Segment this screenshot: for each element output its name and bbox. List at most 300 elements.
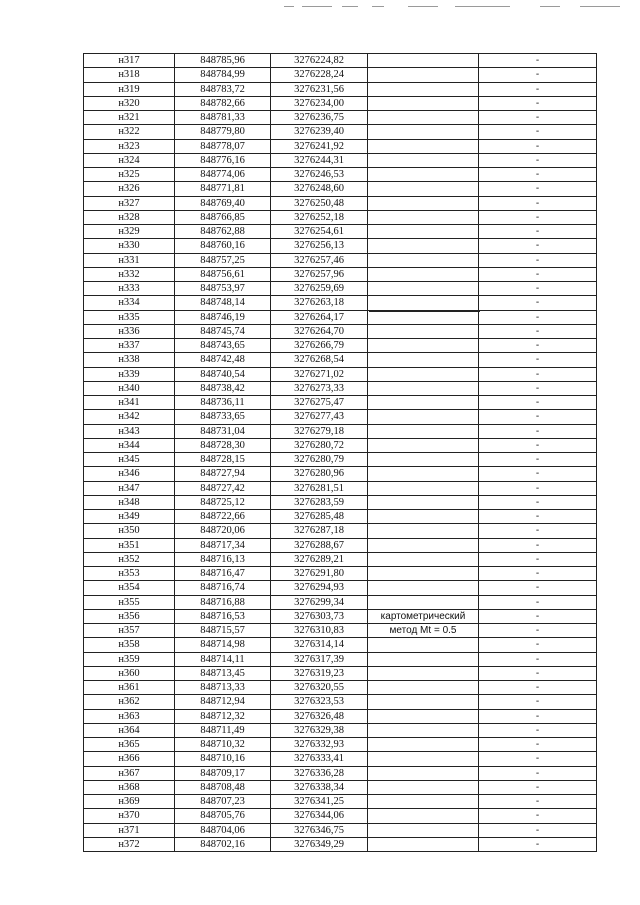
point-id-cell: н364 (84, 723, 175, 737)
mark-cell: - (479, 267, 597, 281)
point-id-cell: н329 (84, 225, 175, 239)
x-coordinate-cell: 848716,13 (175, 552, 271, 566)
method-cell (368, 809, 479, 823)
x-coordinate-cell: 848727,94 (175, 467, 271, 481)
mark-cell: - (479, 396, 597, 410)
y-coordinate-cell: 3276280,79 (271, 453, 368, 467)
table-row (84, 410, 597, 424)
mark-cell: - (479, 82, 597, 96)
point-id-cell: н352 (84, 552, 175, 566)
table-row (84, 780, 597, 794)
table-row (84, 666, 597, 680)
x-coordinate-cell: 848713,45 (175, 666, 271, 680)
table-row (84, 125, 597, 139)
x-coordinate-cell: 848716,53 (175, 609, 271, 623)
y-coordinate-cell: 3276303,73 (271, 609, 368, 623)
point-id-cell: н341 (84, 396, 175, 410)
y-coordinate-cell: 3276241,92 (271, 139, 368, 153)
point-id-cell: н343 (84, 424, 175, 438)
y-coordinate-cell: 3276287,18 (271, 524, 368, 538)
x-coordinate-cell: 848716,88 (175, 595, 271, 609)
mark-cell: - (479, 709, 597, 723)
method-cell (368, 339, 479, 353)
point-id-cell: н331 (84, 253, 175, 267)
method-cell (368, 738, 479, 752)
x-coordinate-cell: 848714,98 (175, 638, 271, 652)
method-cell (368, 239, 479, 253)
mark-cell: - (479, 310, 597, 324)
method-cell (368, 766, 479, 780)
point-id-cell: н347 (84, 481, 175, 495)
mark-cell: - (479, 253, 597, 267)
method-cell (368, 567, 479, 581)
y-coordinate-cell: 3276323,53 (271, 695, 368, 709)
method-cell (368, 424, 479, 438)
mark-cell: - (479, 552, 597, 566)
method-cell (368, 752, 479, 766)
y-coordinate-cell: 3276271,02 (271, 367, 368, 381)
method-cell (368, 723, 479, 737)
x-coordinate-cell: 848727,42 (175, 481, 271, 495)
mark-cell: - (479, 495, 597, 509)
table-row (84, 353, 597, 367)
point-id-cell: н366 (84, 752, 175, 766)
y-coordinate-cell: 3276257,46 (271, 253, 368, 267)
method-cell (368, 82, 479, 96)
point-id-cell: н322 (84, 125, 175, 139)
table-row (84, 481, 597, 495)
method-cell (368, 225, 479, 239)
y-coordinate-cell: 3276332,93 (271, 738, 368, 752)
mark-cell: - (479, 823, 597, 837)
mark-cell: - (479, 752, 597, 766)
point-id-cell: н349 (84, 510, 175, 524)
mark-cell: - (479, 111, 597, 125)
mark-cell: - (479, 595, 597, 609)
table-row (84, 339, 597, 353)
table-row (84, 253, 597, 267)
y-coordinate-cell: 3276326,48 (271, 709, 368, 723)
y-coordinate-cell: 3276254,61 (271, 225, 368, 239)
table-row (84, 139, 597, 153)
method-cell (368, 823, 479, 837)
point-id-cell: н368 (84, 780, 175, 794)
table-row (84, 595, 597, 609)
method-label-line1: картометрический (380, 610, 466, 622)
table-row (84, 225, 597, 239)
method-cell (368, 538, 479, 552)
table-row (84, 609, 597, 623)
x-coordinate-cell: 848756,61 (175, 267, 271, 281)
method-cell (368, 210, 479, 224)
y-coordinate-cell: 3276341,25 (271, 795, 368, 809)
mark-cell: - (479, 609, 597, 623)
x-coordinate-cell: 848716,47 (175, 567, 271, 581)
table-row (84, 168, 597, 182)
y-coordinate-cell: 3276344,06 (271, 809, 368, 823)
point-id-cell: н353 (84, 567, 175, 581)
point-id-cell: н336 (84, 324, 175, 338)
mark-cell: - (479, 410, 597, 424)
point-id-cell: н325 (84, 168, 175, 182)
point-id-cell: н363 (84, 709, 175, 723)
mark-cell: - (479, 54, 597, 68)
y-coordinate-cell: 3276279,18 (271, 424, 368, 438)
x-coordinate-cell: 848757,25 (175, 253, 271, 267)
x-coordinate-cell: 848713,33 (175, 681, 271, 695)
table-row (84, 381, 597, 395)
method-cell (368, 638, 479, 652)
table-row (84, 267, 597, 281)
mark-cell: - (479, 695, 597, 709)
y-coordinate-cell: 3276264,17 (271, 310, 368, 324)
point-id-cell: н360 (84, 666, 175, 680)
table-row (84, 652, 597, 666)
table-row (84, 324, 597, 338)
x-coordinate-cell: 848715,57 (175, 624, 271, 638)
table-row (84, 310, 597, 324)
method-cell (368, 581, 479, 595)
mark-cell: - (479, 666, 597, 680)
x-coordinate-cell: 848712,94 (175, 695, 271, 709)
mark-cell: - (479, 68, 597, 82)
mark-cell: - (479, 681, 597, 695)
y-coordinate-cell: 3276346,75 (271, 823, 368, 837)
table-row (84, 837, 597, 851)
method-cell (368, 353, 479, 367)
y-coordinate-cell: 3276234,00 (271, 96, 368, 110)
method-cell (368, 467, 479, 481)
point-id-cell: н365 (84, 738, 175, 752)
x-coordinate-cell: 848709,17 (175, 766, 271, 780)
point-id-cell: н371 (84, 823, 175, 837)
y-coordinate-cell: 3276299,34 (271, 595, 368, 609)
table-row (84, 453, 597, 467)
method-cell (368, 609, 479, 623)
x-coordinate-cell: 848748,14 (175, 296, 271, 310)
method-cell (368, 410, 479, 424)
point-id-cell: н330 (84, 239, 175, 253)
point-id-cell: н337 (84, 339, 175, 353)
point-id-cell: н342 (84, 410, 175, 424)
mark-cell: - (479, 467, 597, 481)
y-coordinate-cell: 3276268,54 (271, 353, 368, 367)
method-cell (368, 795, 479, 809)
y-coordinate-cell: 3276273,33 (271, 381, 368, 395)
mark-cell: - (479, 96, 597, 110)
point-id-cell: н328 (84, 210, 175, 224)
y-coordinate-cell: 3276224,82 (271, 54, 368, 68)
table-row (84, 495, 597, 509)
point-id-cell: н321 (84, 111, 175, 125)
y-coordinate-cell: 3276228,24 (271, 68, 368, 82)
y-coordinate-cell: 3276257,96 (271, 267, 368, 281)
y-coordinate-cell: 3276252,18 (271, 210, 368, 224)
x-coordinate-cell: 848716,74 (175, 581, 271, 595)
method-cell (368, 111, 479, 125)
point-id-cell: н350 (84, 524, 175, 538)
point-id-cell: н361 (84, 681, 175, 695)
x-coordinate-cell: 848711,49 (175, 723, 271, 737)
table-row (84, 111, 597, 125)
x-coordinate-cell: 848707,23 (175, 795, 271, 809)
mark-cell: - (479, 723, 597, 737)
method-cell (368, 196, 479, 210)
point-id-cell: н338 (84, 353, 175, 367)
x-coordinate-cell: 848725,12 (175, 495, 271, 509)
table-row (84, 210, 597, 224)
method-cell (368, 310, 479, 324)
y-coordinate-cell: 3276336,28 (271, 766, 368, 780)
x-coordinate-cell: 848783,72 (175, 82, 271, 96)
x-coordinate-cell: 848745,74 (175, 324, 271, 338)
table-row (84, 809, 597, 823)
table-row (84, 552, 597, 566)
y-coordinate-cell: 3276236,75 (271, 111, 368, 125)
point-id-cell: н369 (84, 795, 175, 809)
x-coordinate-cell: 848731,04 (175, 424, 271, 438)
x-coordinate-cell: 848762,88 (175, 225, 271, 239)
mark-cell: - (479, 210, 597, 224)
table-row (84, 823, 597, 837)
method-cell (368, 510, 479, 524)
method-cell (368, 595, 479, 609)
table-row (84, 282, 597, 296)
y-coordinate-cell: 3276333,41 (271, 752, 368, 766)
method-cell (368, 524, 479, 538)
point-id-cell: н351 (84, 538, 175, 552)
point-id-cell: н324 (84, 153, 175, 167)
x-coordinate-cell: 848708,48 (175, 780, 271, 794)
x-coordinate-cell: 848710,32 (175, 738, 271, 752)
method-cell (368, 182, 479, 196)
y-coordinate-cell: 3276314,14 (271, 638, 368, 652)
y-coordinate-cell: 3276246,53 (271, 168, 368, 182)
method-cell (368, 96, 479, 110)
y-coordinate-cell: 3276291,80 (271, 567, 368, 581)
mark-cell: - (479, 538, 597, 552)
point-id-cell: н372 (84, 837, 175, 851)
table-row (84, 96, 597, 110)
x-coordinate-cell: 848728,15 (175, 453, 271, 467)
table-row (84, 752, 597, 766)
x-coordinate-cell: 848733,65 (175, 410, 271, 424)
method-cell (368, 396, 479, 410)
x-coordinate-cell: 848746,19 (175, 310, 271, 324)
mark-cell: - (479, 524, 597, 538)
point-id-cell: н346 (84, 467, 175, 481)
mark-cell: - (479, 282, 597, 296)
x-coordinate-cell: 848785,96 (175, 54, 271, 68)
method-cell (368, 296, 479, 310)
mark-cell: - (479, 196, 597, 210)
method-cell (368, 125, 479, 139)
method-cell (368, 153, 479, 167)
y-coordinate-cell: 3276248,60 (271, 182, 368, 196)
y-coordinate-cell: 3276310,83 (271, 624, 368, 638)
point-id-cell: н340 (84, 381, 175, 395)
x-coordinate-cell: 848782,66 (175, 96, 271, 110)
method-cell (368, 552, 479, 566)
point-id-cell: н327 (84, 196, 175, 210)
mark-cell: - (479, 381, 597, 395)
table-row (84, 82, 597, 96)
table-row (84, 524, 597, 538)
mark-cell: - (479, 296, 597, 310)
y-coordinate-cell: 3276231,56 (271, 82, 368, 96)
y-coordinate-cell: 3276320,55 (271, 681, 368, 695)
method-cell (368, 253, 479, 267)
table-row (84, 624, 597, 638)
mark-cell: - (479, 367, 597, 381)
mark-cell: - (479, 438, 597, 452)
x-coordinate-cell: 848736,11 (175, 396, 271, 410)
point-id-cell: н319 (84, 82, 175, 96)
mark-cell: - (479, 567, 597, 581)
table-row (84, 153, 597, 167)
table-row (84, 424, 597, 438)
y-coordinate-cell: 3276280,72 (271, 438, 368, 452)
method-cell (368, 652, 479, 666)
method-cell (368, 837, 479, 851)
y-coordinate-cell: 3276263,18 (271, 296, 368, 310)
y-coordinate-cell: 3276288,67 (271, 538, 368, 552)
coordinates-table (83, 53, 597, 852)
table-row (84, 68, 597, 82)
x-coordinate-cell: 848712,32 (175, 709, 271, 723)
y-coordinate-cell: 3276266,79 (271, 339, 368, 353)
method-cell (368, 695, 479, 709)
table-row (84, 567, 597, 581)
mark-cell: - (479, 837, 597, 851)
point-id-cell: н335 (84, 310, 175, 324)
method-separator-line (369, 311, 480, 312)
y-coordinate-cell: 3276280,96 (271, 467, 368, 481)
y-coordinate-cell: 3276259,69 (271, 282, 368, 296)
y-coordinate-cell: 3276275,47 (271, 396, 368, 410)
table-row (84, 795, 597, 809)
mark-cell: - (479, 339, 597, 353)
table-row (84, 681, 597, 695)
point-id-cell: н355 (84, 595, 175, 609)
mark-cell: - (479, 766, 597, 780)
point-id-cell: н318 (84, 68, 175, 82)
x-coordinate-cell: 848722,66 (175, 510, 271, 524)
method-cell (368, 324, 479, 338)
mark-cell: - (479, 795, 597, 809)
table-row (84, 638, 597, 652)
mark-cell: - (479, 453, 597, 467)
mark-cell: - (479, 780, 597, 794)
mark-cell: - (479, 424, 597, 438)
method-cell (368, 709, 479, 723)
x-coordinate-cell: 848776,16 (175, 153, 271, 167)
method-cell (368, 54, 479, 68)
table-row (84, 196, 597, 210)
point-id-cell: н358 (84, 638, 175, 652)
mark-cell: - (479, 225, 597, 239)
y-coordinate-cell: 3276349,29 (271, 837, 368, 851)
mark-cell: - (479, 168, 597, 182)
table-row (84, 723, 597, 737)
mark-cell: - (479, 510, 597, 524)
x-coordinate-cell: 848714,11 (175, 652, 271, 666)
method-cell (368, 267, 479, 281)
x-coordinate-cell: 848742,48 (175, 353, 271, 367)
y-coordinate-cell: 3276319,23 (271, 666, 368, 680)
point-id-cell: н339 (84, 367, 175, 381)
x-coordinate-cell: 848704,06 (175, 823, 271, 837)
method-label-line2: метод Mt = 0.5 (389, 625, 457, 637)
y-coordinate-cell: 3276283,59 (271, 495, 368, 509)
mark-cell: - (479, 738, 597, 752)
mark-cell: - (479, 652, 597, 666)
x-coordinate-cell: 848720,06 (175, 524, 271, 538)
mark-cell: - (479, 139, 597, 153)
point-id-cell: н370 (84, 809, 175, 823)
point-id-cell: н333 (84, 282, 175, 296)
table-row (84, 367, 597, 381)
point-id-cell: н357 (84, 624, 175, 638)
table-row (84, 296, 597, 310)
scan-header-marks (280, 4, 630, 10)
method-cell (368, 495, 479, 509)
method-cell (368, 481, 479, 495)
point-id-cell: н334 (84, 296, 175, 310)
point-id-cell: н359 (84, 652, 175, 666)
method-cell (368, 68, 479, 82)
x-coordinate-cell: 848710,16 (175, 752, 271, 766)
y-coordinate-cell: 3276264,70 (271, 324, 368, 338)
mark-cell: - (479, 324, 597, 338)
mark-cell: - (479, 581, 597, 595)
y-coordinate-cell: 3276244,31 (271, 153, 368, 167)
x-coordinate-cell: 848774,06 (175, 168, 271, 182)
y-coordinate-cell: 3276239,40 (271, 125, 368, 139)
mark-cell: - (479, 182, 597, 196)
x-coordinate-cell: 848769,40 (175, 196, 271, 210)
y-coordinate-cell: 3276277,43 (271, 410, 368, 424)
mark-cell: - (479, 153, 597, 167)
point-id-cell: н323 (84, 139, 175, 153)
table-row (84, 54, 597, 68)
point-id-cell: н326 (84, 182, 175, 196)
table-row (84, 467, 597, 481)
y-coordinate-cell: 3276256,13 (271, 239, 368, 253)
x-coordinate-cell: 848781,33 (175, 111, 271, 125)
mark-cell: - (479, 125, 597, 139)
table-row (84, 581, 597, 595)
method-cell (368, 381, 479, 395)
method-cell (368, 438, 479, 452)
y-coordinate-cell: 3276281,51 (271, 481, 368, 495)
table-row (84, 766, 597, 780)
x-coordinate-cell: 848740,54 (175, 367, 271, 381)
y-coordinate-cell: 3276294,93 (271, 581, 368, 595)
y-coordinate-cell: 3276317,39 (271, 652, 368, 666)
y-coordinate-cell: 3276285,48 (271, 510, 368, 524)
table-row (84, 738, 597, 752)
table-row (84, 396, 597, 410)
method-cell (368, 282, 479, 296)
mark-cell: - (479, 809, 597, 823)
x-coordinate-cell: 848779,80 (175, 125, 271, 139)
table-row (84, 709, 597, 723)
table-row (84, 695, 597, 709)
point-id-cell: н320 (84, 96, 175, 110)
point-id-cell: н345 (84, 453, 175, 467)
mark-cell: - (479, 353, 597, 367)
